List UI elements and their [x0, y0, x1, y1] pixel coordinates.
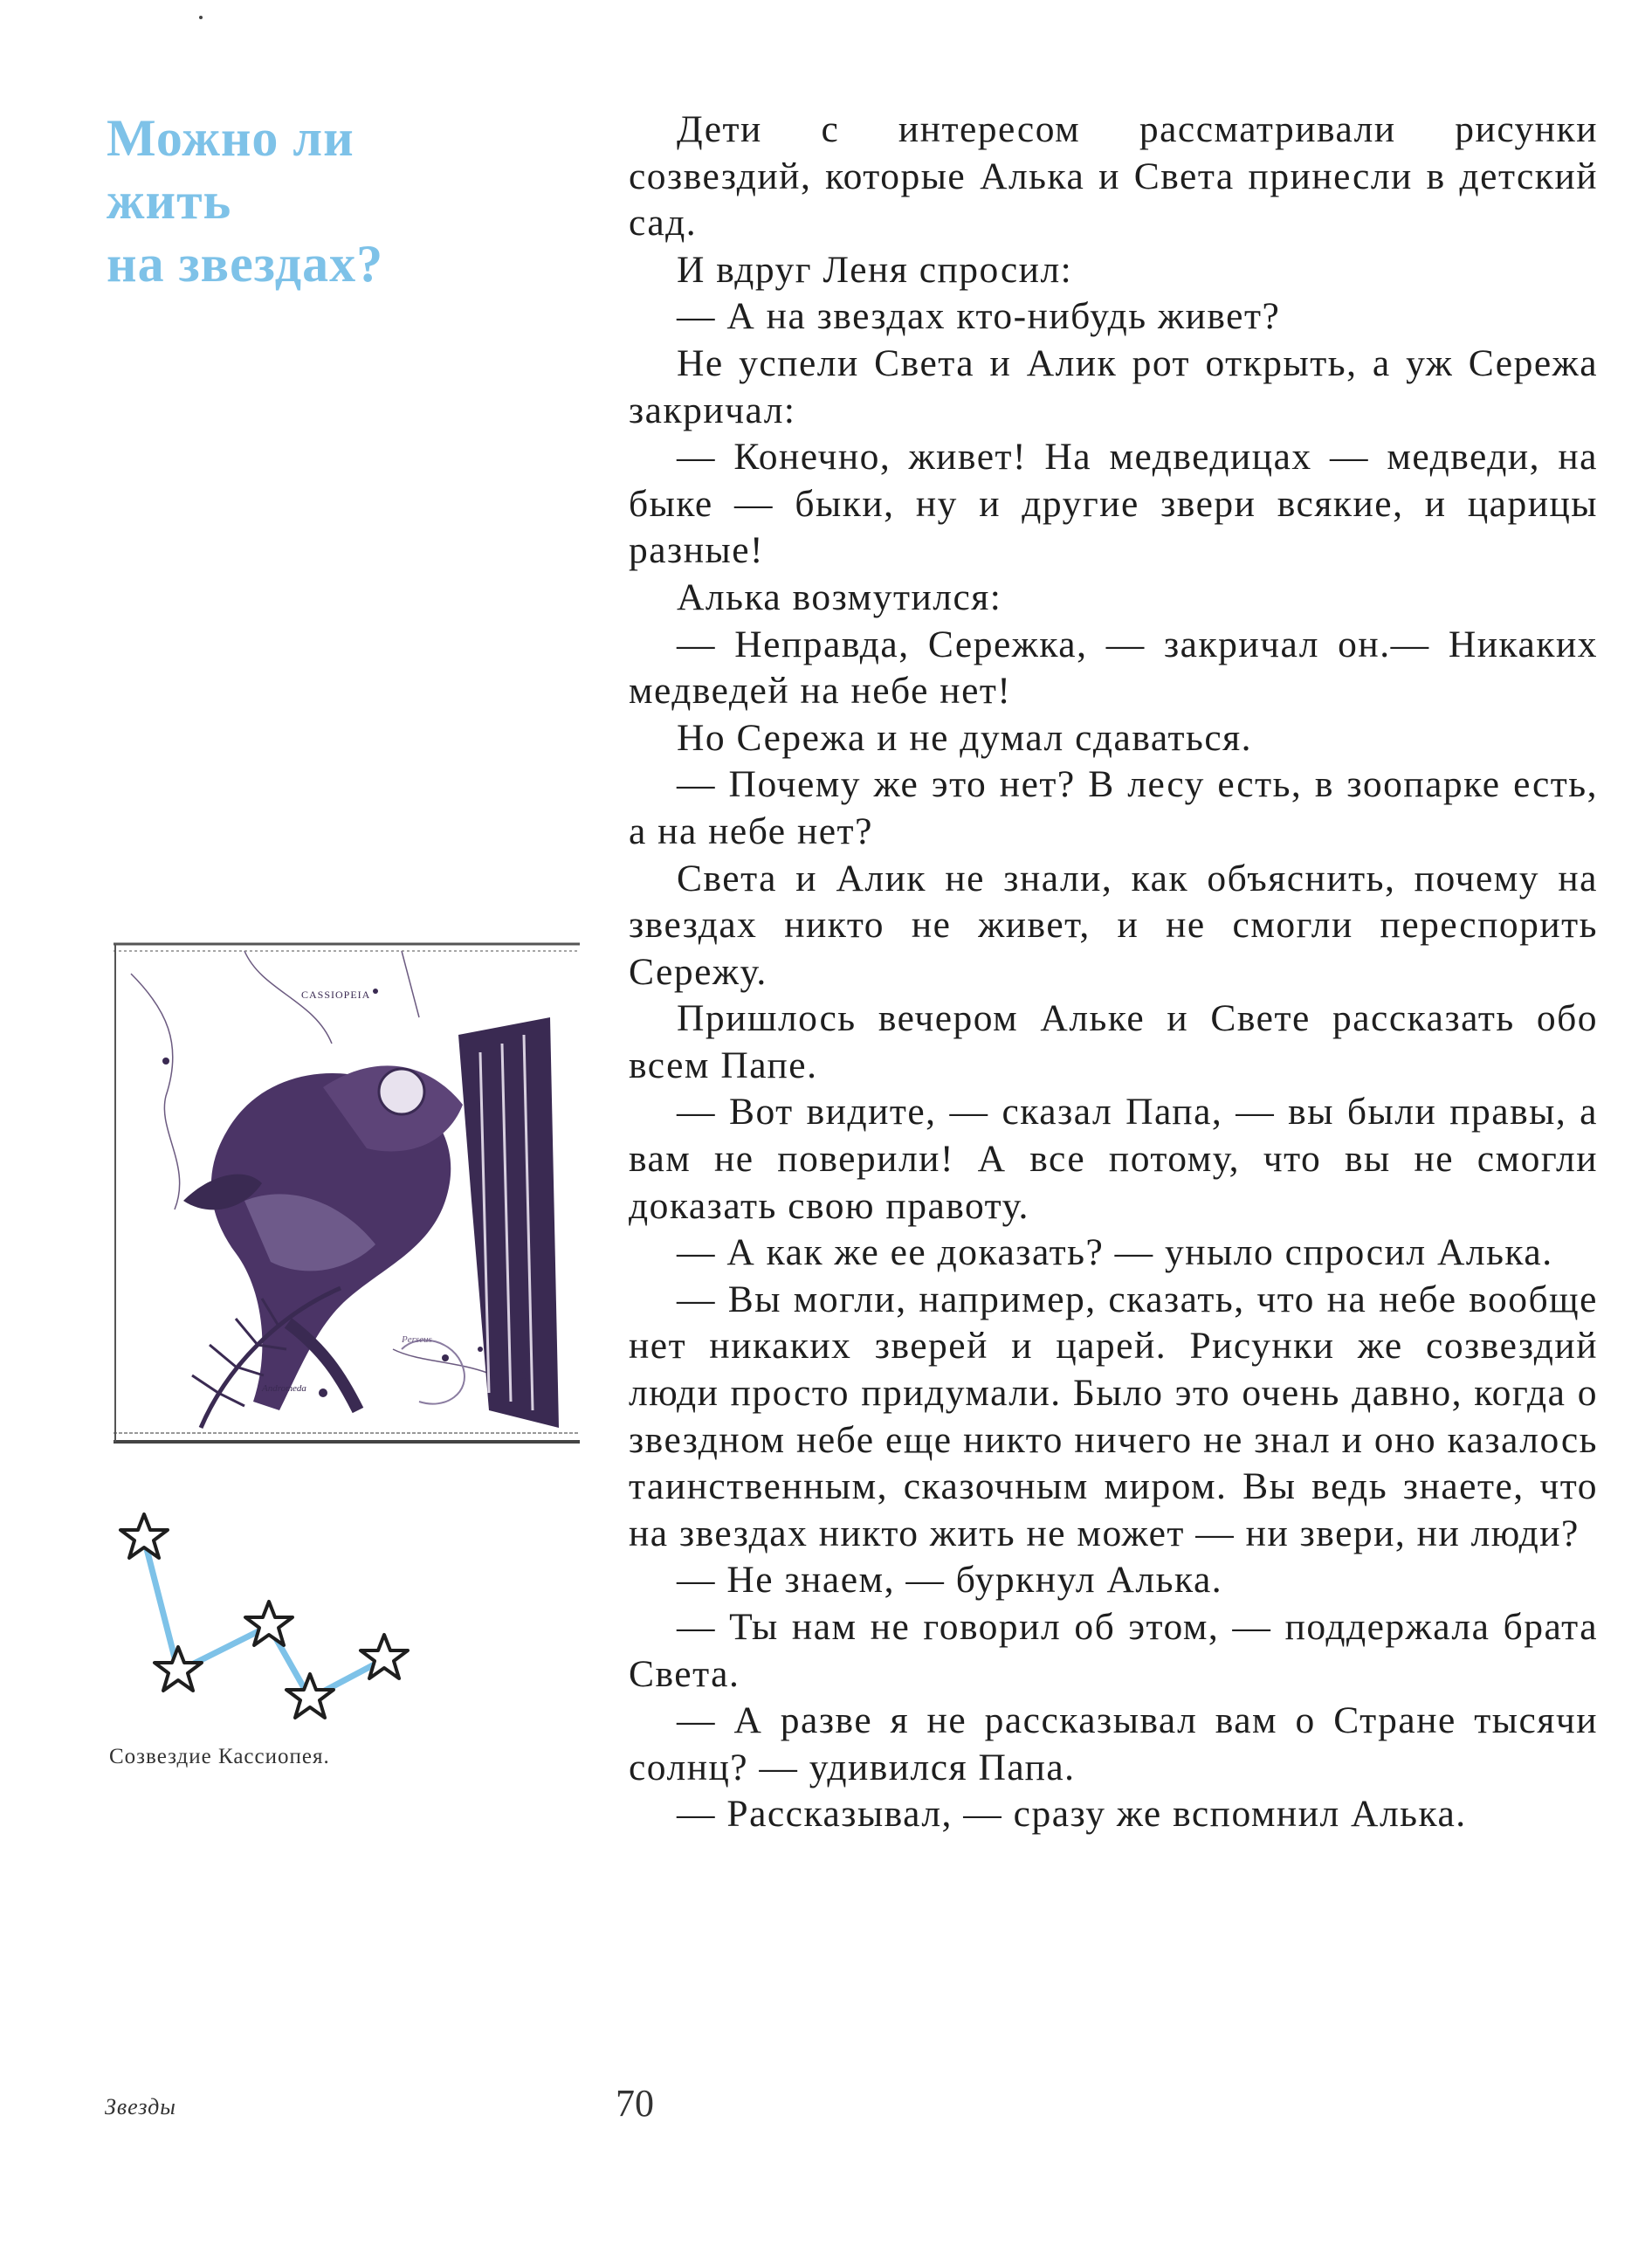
main-text: [629, 107, 1598, 1838]
star-icon: [120, 1514, 168, 1558]
side-title-line-3: на звездах?: [107, 235, 384, 293]
paragraph: И вдруг Леня спросил:: [677, 248, 1073, 291]
paragraph: — Рассказывал, — сразу же вспомнил Алька.: [677, 1793, 1467, 1836]
paragraph: — А на звездах кто-нибудь живет?: [677, 295, 1281, 338]
paragraph: — Ты нам не говорил об этом, — поддержала брата Света.: [629, 1606, 1598, 1695]
star-icon: [245, 1602, 293, 1645]
star-icon: [361, 1635, 408, 1678]
paragraph: — А как же ее доказать? — уныло спросил Алька.: [677, 1231, 1553, 1274]
paragraph: — Не знаем, — буркнул Алька.: [677, 1559, 1223, 1602]
map-label: Andromeda: [262, 1383, 306, 1394]
side-title: [107, 107, 526, 295]
paragraph: Света и Алик не знали, как объяснить, почему на звездах никто не живет, и не смогли переспорить Сережу.: [629, 857, 1598, 993]
paragraph: — Неправда, Сережка, — закричал он.— Никаких медведей на небе нет!: [629, 623, 1598, 713]
paragraph: — Вы могли, например, сказать, что на небе вообще нет никаких зверей и царей. Рисунки же созвездий люди просто придумали. Было это очень давно, когда о звездном небе еще никто ничего не знал и оно казалось таинственным, сказочным миром. Вы ведь знаете, что на звездах никто жить не может — ни звери, ни люди?: [629, 1278, 1598, 1554]
cassiopeia-diagram: [105, 1495, 428, 1748]
paragraph: — Конечно, живет! На медведицах — медведи, на быке — быки, ну и другие звери всякие, и царицы разные!: [629, 436, 1598, 572]
page-number: 70: [616, 2082, 654, 2125]
paragraph: Но Сережа и не думал сдаваться.: [677, 716, 1253, 759]
map-label: Perseus: [402, 1334, 432, 1345]
map-label: CASSIOPEIA: [301, 989, 371, 1001]
paragraph: Пришлось вечером Альке и Свете рассказать обо всем Папе.: [629, 997, 1598, 1086]
paragraph: Дети с интересом рассматривали рисунки созвездий, которые Алька и Света принесли в детский сад.: [629, 108, 1598, 245]
side-title-line-1: Можно ли: [107, 109, 354, 167]
paragraph: Не успели Света и Алик рот открыть, а уж Сережа закричал:: [629, 341, 1598, 431]
star-icon: [286, 1674, 334, 1718]
cassiopeia-engraving: [114, 939, 580, 1447]
paragraph: — Почему же это нет? В лесу есть, в зоопарке есть, а на небе нет?: [629, 763, 1598, 852]
paragraph: Алька возмутился:: [677, 575, 1002, 618]
paragraph: — Вот видите, — сказал Папа, — вы были правы, а вам не поверили! А все потому, что вы не смогли доказать свою правоту.: [629, 1091, 1598, 1227]
paragraph: — А разве я не рассказывал вам о Стране тысячи солнц? — удивился Папа.: [629, 1699, 1598, 1788]
print-speck: [199, 16, 203, 19]
figure-caption: Созвездие Кассиопея.: [109, 1745, 330, 1768]
side-title-line-2: жить: [107, 172, 232, 230]
star-icon: [155, 1647, 202, 1691]
section-footer: Звезды: [105, 2094, 176, 2119]
